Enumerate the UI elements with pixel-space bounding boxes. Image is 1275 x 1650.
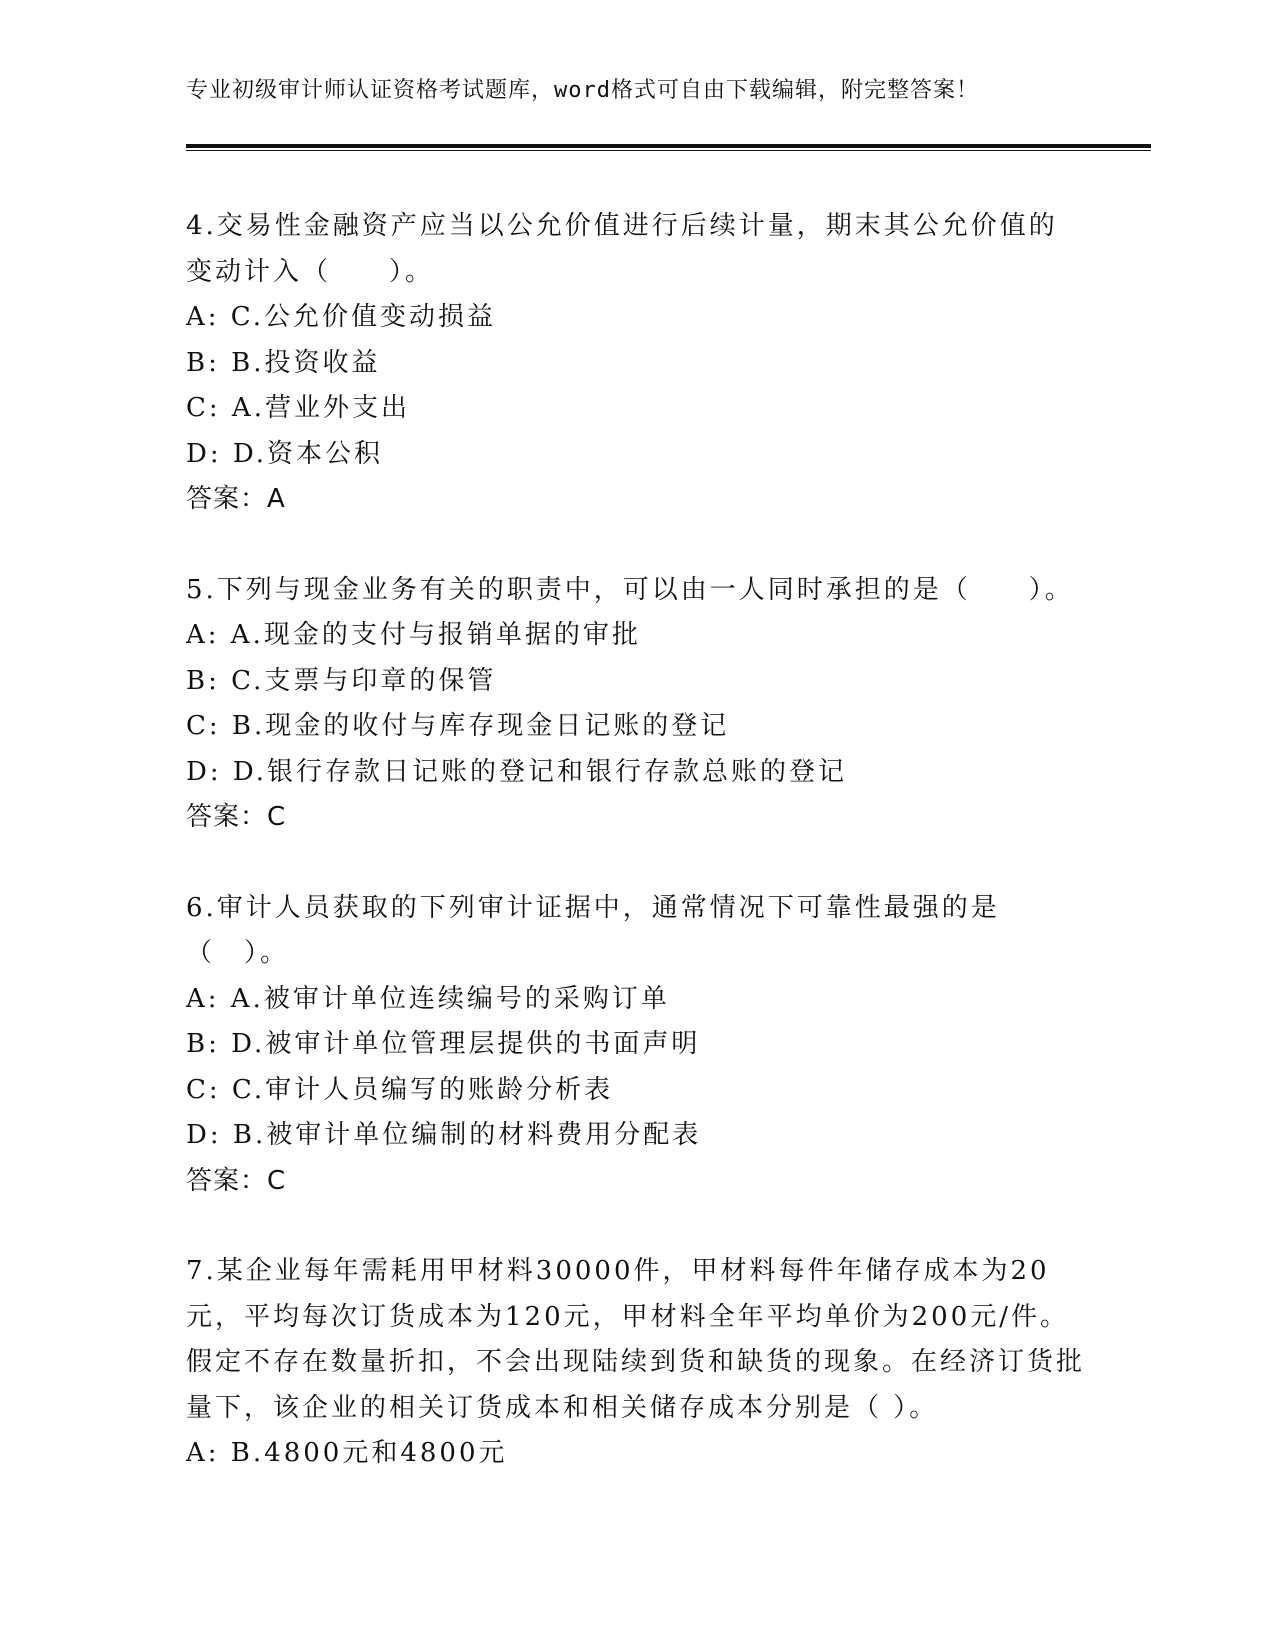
option-a: A: A.现金的支付与报销单据的审批 bbox=[186, 620, 641, 650]
header-divider-thick bbox=[186, 144, 1151, 148]
option-c: C: B.现金的收付与库存现金日记账的登记 bbox=[186, 711, 730, 741]
question-list bbox=[186, 204, 1086, 1522]
option-a: A: C.公允价值变动损益 bbox=[186, 302, 497, 332]
option-a: A: B.4800元和4800元 bbox=[186, 1438, 508, 1468]
option-c: C: C.审计人员编写的账龄分析表 bbox=[186, 1074, 614, 1105]
answer-line: 答案：C bbox=[186, 1165, 287, 1196]
option-b: B: C.支票与印章的保管 bbox=[186, 665, 497, 696]
question-7 bbox=[186, 1249, 1086, 1477]
header-divider-thin bbox=[186, 150, 1151, 151]
page-header: 专业初级审计师认证资格考试题库，word格式可自由下载编辑，附完整答案！ bbox=[186, 78, 979, 103]
option-a: A: A.被审计单位连续编号的采购订单 bbox=[186, 983, 670, 1014]
option-d: D: D.银行存款日记账的登记和银行存款总账的登记 bbox=[186, 756, 848, 787]
answer-line: 答案：A bbox=[186, 484, 286, 514]
question-4 bbox=[186, 204, 1086, 523]
question-stem: 5.下列与现金业务有关的职责中，可以由一人同时承担的是（ ）。 bbox=[186, 574, 1074, 605]
question-stem: 6.审计人员获取的下列审计证据中，通常情况下可靠性最强的是（ ）。 bbox=[186, 892, 1000, 968]
option-b: B: D.被审计单位管理层提供的书面声明 bbox=[186, 1029, 701, 1059]
answer-line: 答案：C bbox=[186, 802, 287, 832]
question-stem: 7.某企业每年需耗用甲材料30000件，甲材料每件年储存成本为20元，平均每次订货成本为120元，甲材料全年平均单价为200元/件。假定不存在数量折扣，不会出现陆续到货和缺货的现象。在经济订货批量下，该企业的相关订货成本和相关储存成本分别是（ ）。 bbox=[186, 1256, 1086, 1423]
option-d: D: B.被审计单位编制的材料费用分配表 bbox=[186, 1120, 702, 1150]
option-c: C: A.营业外支出 bbox=[186, 393, 410, 423]
question-5 bbox=[186, 568, 1086, 841]
option-b: B: B.投资收益 bbox=[186, 347, 381, 378]
question-6 bbox=[186, 886, 1086, 1205]
option-d: D: D.资本公积 bbox=[186, 438, 384, 469]
question-stem: 4.交易性金融资产应当以公允价值进行后续计量，期末其公允价值的变动计入（ ）。 bbox=[186, 211, 1058, 287]
